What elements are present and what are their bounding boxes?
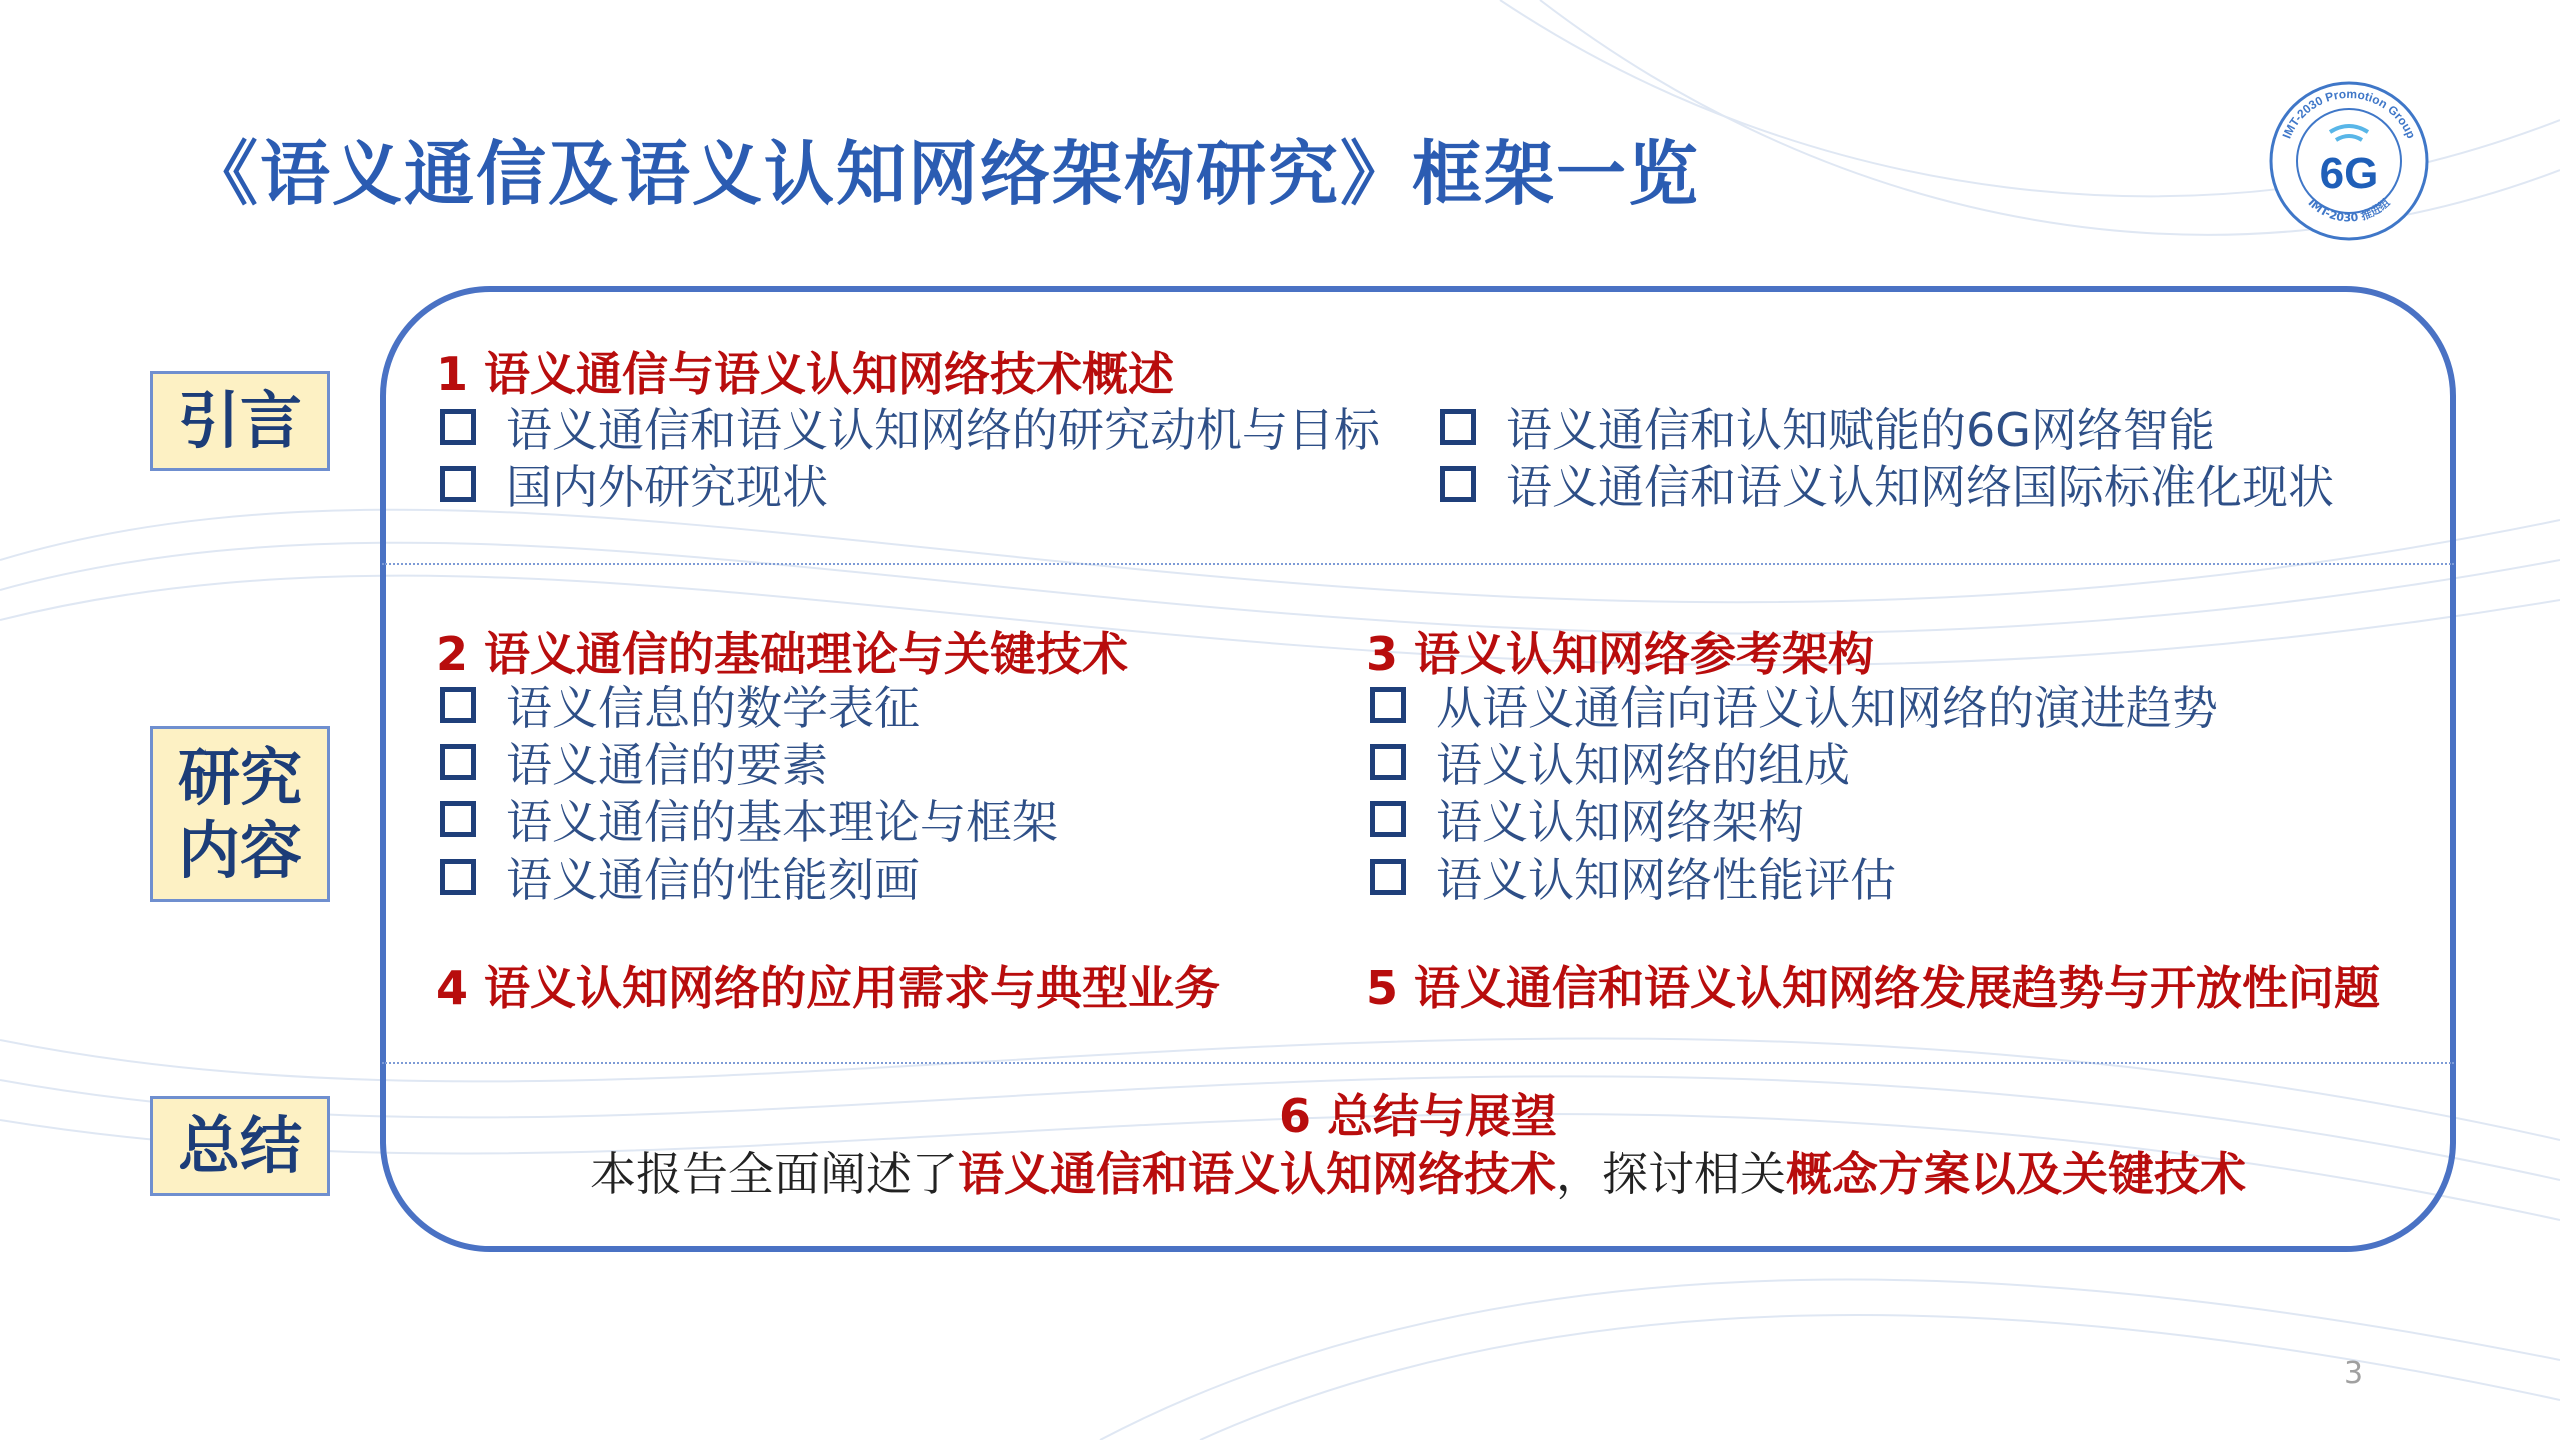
- summary-text-2: ，探讨相关: [1556, 1147, 1786, 1201]
- section-5-title: 5 语义通信和语义认知网络发展趋势与开放性问题: [1366, 961, 2381, 1015]
- divider-intro-research: [382, 563, 2454, 565]
- summary-highlight-1: 语义通信和语义认知网络技术: [958, 1147, 1556, 1201]
- section-3-title: 3 语义认知网络参考架构: [1366, 627, 1875, 681]
- checkbox-icon: [440, 409, 476, 445]
- label-research-line1: 研究: [177, 740, 302, 814]
- section-3-item-text: 语义认知网络的组成: [1436, 738, 1850, 792]
- checkbox-icon: [1370, 801, 1406, 837]
- section-2-title: 2 语义通信的基础理论与关键技术: [436, 627, 1129, 681]
- section-2-item-text: 语义通信的性能刻画: [506, 853, 920, 907]
- label-intro-text: 引言: [177, 384, 302, 458]
- section-3-item-text: 从语义通信向语义认知网络的演进趋势: [1436, 681, 2218, 735]
- section-1-title: 1 语义通信与语义认知网络技术概述: [436, 347, 1175, 401]
- section-3-item-text: 语义认知网络性能评估: [1436, 853, 1896, 907]
- section-1-item: [440, 398, 1380, 456]
- section-1-item-text: 语义通信和语义认知网络国际标准化现状: [1506, 460, 2334, 514]
- page-number: 3: [2344, 1356, 2364, 1391]
- section-1-item-text: 国内外研究现状: [506, 460, 828, 514]
- checkbox-icon: [1440, 409, 1476, 445]
- slide-title: 《语义通信及语义认知网络架构研究》框架一览: [188, 133, 1700, 215]
- section-3-item: [1370, 676, 2218, 734]
- imt2030-6g-logo: [2268, 80, 2430, 242]
- label-intro: [150, 371, 330, 471]
- checkbox-icon: [440, 466, 476, 502]
- checkbox-icon: [440, 859, 476, 895]
- section-3-item: [1370, 733, 1850, 791]
- checkbox-icon: [1370, 687, 1406, 723]
- section-2-item-text: 语义通信的要素: [506, 738, 828, 792]
- section-1-item: [440, 455, 828, 513]
- summary-text-1: 本报告全面阐述了: [590, 1147, 958, 1201]
- section-2-item: [440, 790, 1058, 848]
- section-1-item-text: 语义通信和语义认知网络的研究动机与目标: [506, 403, 1380, 457]
- checkbox-icon: [440, 687, 476, 723]
- checkbox-icon: [440, 801, 476, 837]
- section-3-item: [1370, 790, 1804, 848]
- summary-highlight-2: 概念方案以及关键技术: [1786, 1147, 2246, 1201]
- section-2-item-text: 语义信息的数学表征: [506, 681, 920, 735]
- logo-6g-text: 6G: [2319, 149, 2379, 198]
- checkbox-icon: [1370, 859, 1406, 895]
- checkbox-icon: [1440, 466, 1476, 502]
- logo-bottom-text: IMT-2030 推进组: [2305, 195, 2393, 225]
- section-1-item: [1440, 398, 2215, 456]
- section-3-item: [1370, 848, 1896, 906]
- label-summary: [150, 1096, 330, 1196]
- checkbox-icon: [1370, 744, 1406, 780]
- section-2-item-text: 语义通信的基本理论与框架: [506, 795, 1058, 849]
- section-1-item-text: 语义通信和认知赋能的6G网络智能: [1506, 403, 2215, 457]
- section-1-item: [1440, 455, 2334, 513]
- label-summary-text: 总结: [177, 1109, 302, 1183]
- checkbox-icon: [440, 744, 476, 780]
- summary-sentence: [380, 1138, 2456, 1204]
- divider-research-summary: [382, 1062, 2454, 1064]
- section-2-item: [440, 676, 920, 734]
- section-4-title: 4 语义认知网络的应用需求与典型业务: [436, 961, 1221, 1015]
- section-2-item: [440, 733, 828, 791]
- section-3-item-text: 语义认知网络架构: [1436, 795, 1804, 849]
- label-research-line2: 内容: [177, 814, 302, 887]
- section-2-item: [440, 848, 920, 906]
- logo-ring-text: IMT-2030 Promotion Group: [2279, 86, 2419, 141]
- section-6-title: 6 总结与展望: [1278, 1089, 1558, 1143]
- label-research: [150, 726, 330, 902]
